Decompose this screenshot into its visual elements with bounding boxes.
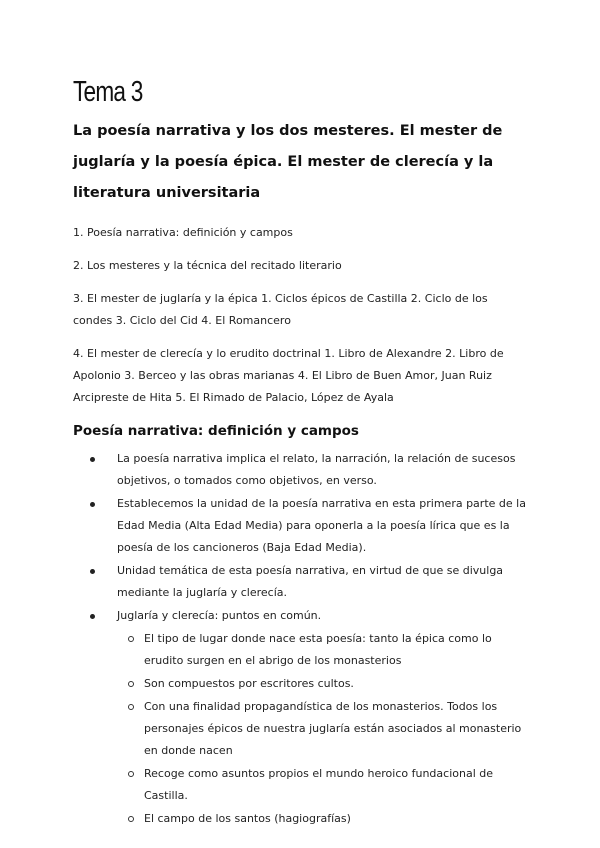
toc-item: 3. El mester de juglaría y la épica 1. Ciclos épicos de Castilla 2. Ciclo de los condes 3. Ciclo del Cid 4. El Romancero (73, 292, 488, 327)
sub-bullet-item: El tipo de lugar donde nace esta poesía: tanto la épica como lo erudito surgen en el abrigo de los monasterios (144, 628, 527, 672)
bullet-item-with-sublist (117, 605, 527, 830)
sub-bullet-item: El campo de los santos (hagiografías) (144, 808, 527, 830)
toc-item: 2. Los mesteres y la técnica del recitado literario (73, 259, 342, 272)
document-subtitle: La poesía narrativa y los dos mesteres. El mester de juglaría y la poesía épica. El mester de clerecía y la literatura universitaria (73, 123, 503, 201)
section-heading: Poesía narrativa: definición y campos (73, 423, 359, 439)
sub-bullet-list (117, 628, 527, 830)
page-title: Tema 3 (73, 76, 143, 108)
toc-item: 4. El mester de clerecía y lo erudito doctrinal 1. Libro de Alexandre 2. Libro de Apolonio 3. Berceo y las obras marianas 4. El Libro de Buen Amor, Juan Ruiz Arcipreste de Hita 5. El Rimado de Palacio, López de Ayala (73, 347, 504, 404)
sub-bullet-item: Recoge como asuntos propios el mundo heroico fundacional de Castilla. (144, 763, 527, 807)
bullet-item: La poesía narrativa implica el relato, la narración, la relación de sucesos objetivos, o tomados como objetivos, en verso. (117, 448, 527, 492)
bullet-item-text: Juglaría y clerecía: puntos en común. (117, 609, 322, 622)
sub-bullet-item: Son compuestos por escritores cultos. (144, 673, 527, 695)
table-of-contents (73, 222, 527, 409)
bullet-item: Unidad temática de esta poesía narrativa, en virtud de que se divulga mediante la juglaría y clerecía. (117, 560, 527, 604)
toc-item: 1. Poesía narrativa: definición y campos (73, 226, 293, 239)
bullet-item: Establecemos la unidad de la poesía narrativa en esta primera parte de la Edad Media (Alta Edad Media) para oponerla a la poesía lírica que es la poesía de los cancioneros (Baja Edad Media). (117, 493, 527, 559)
sub-bullet-item: Con una finalidad propagandística de los monasterios. Todos los personajes épicos de nuestra juglaría están asociados al monasterio en donde nacen (144, 696, 527, 762)
bullet-list (73, 448, 527, 830)
